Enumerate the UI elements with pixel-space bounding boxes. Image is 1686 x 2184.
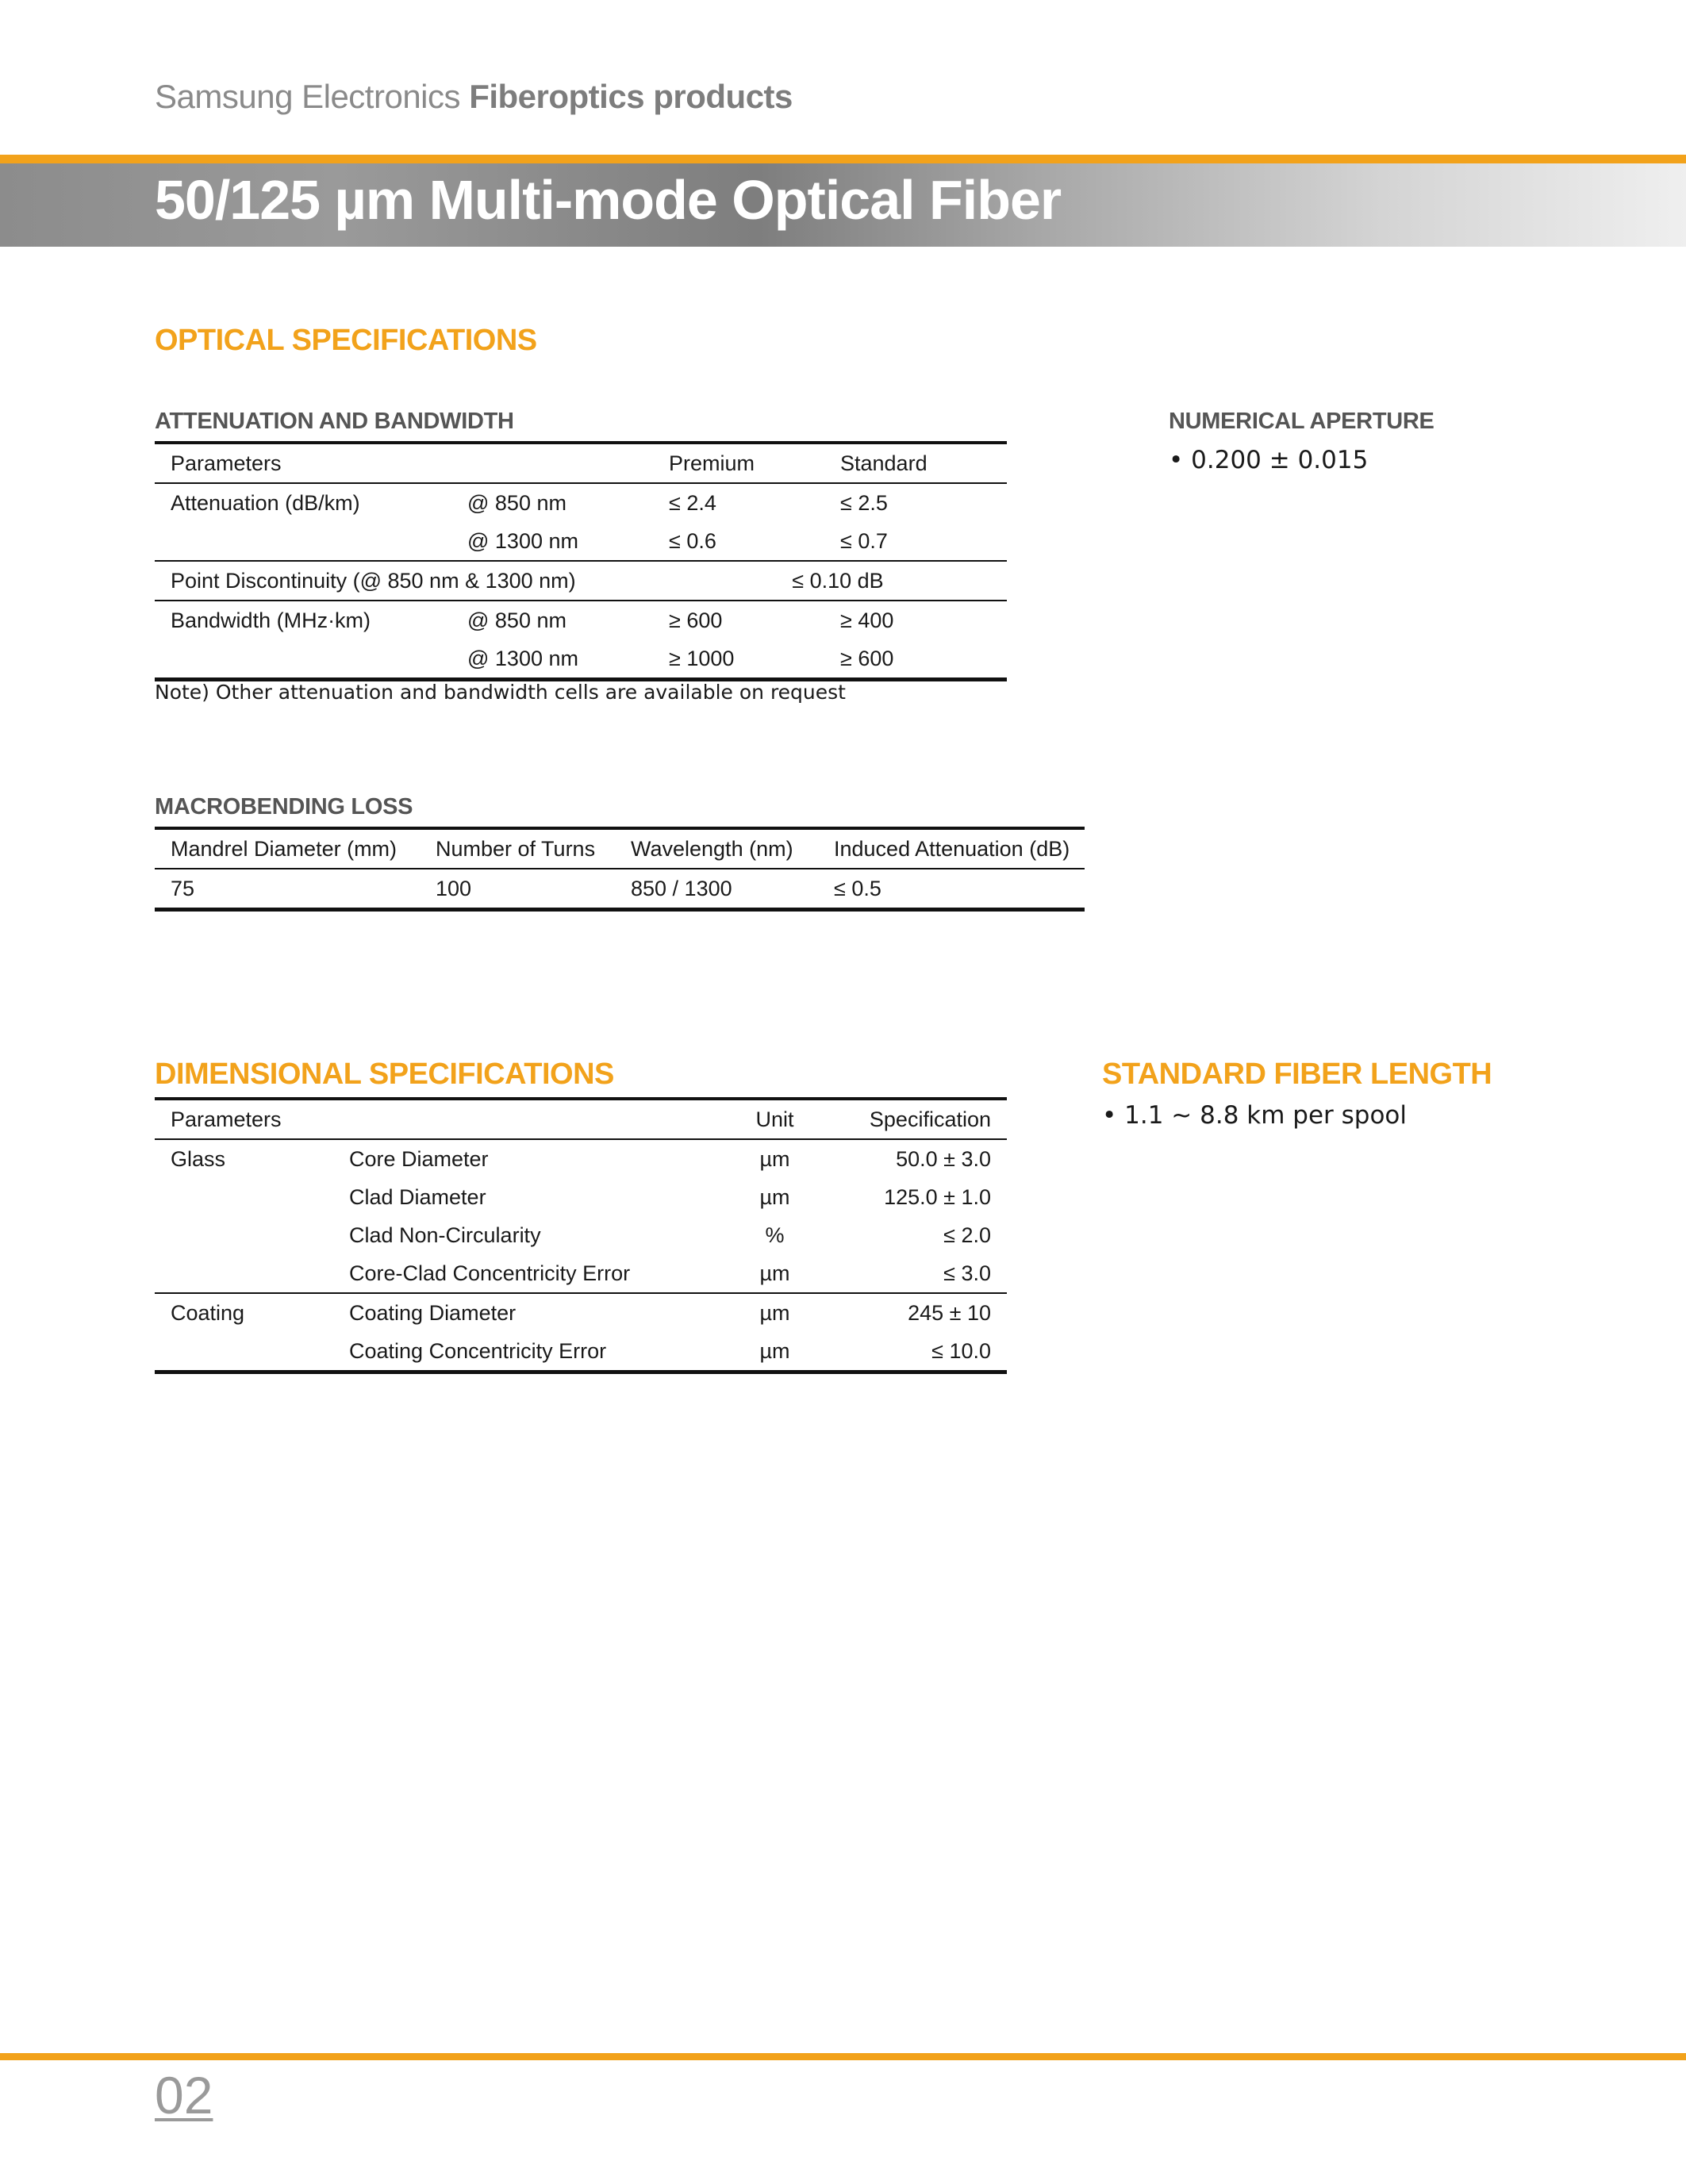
cell-group: Glass (171, 1146, 226, 1171)
cell-spec: 50.0 ± 3.0 (896, 1146, 991, 1171)
col-header-induced: Induced Attenuation (dB) (834, 836, 1070, 861)
title-accent-line (0, 155, 1686, 163)
table-row (155, 483, 1007, 522)
table-row (155, 561, 1007, 601)
cell-mandrel: 75 (171, 876, 195, 900)
cell-group (155, 1178, 333, 1216)
cell-spec: ≤ 3.0 (943, 1261, 991, 1285)
attenuation-note: Note) Other attenuation and bandwidth cells are available on request (155, 681, 846, 704)
cell-unit: µm (759, 1338, 790, 1363)
cell-group: Coating (171, 1300, 245, 1325)
table-row (155, 601, 1007, 639)
col-header-premium: Premium (669, 451, 755, 475)
cell-induced: ≤ 0.5 (834, 876, 881, 900)
page-title: 50/125 µm Multi-mode Optical Fiber (155, 169, 1062, 231)
cell-unit: µm (759, 1146, 790, 1171)
table-header-row (155, 828, 1085, 869)
fiber-length-value: • 1.1 ~ 8.8 km per spool (1102, 1101, 1408, 1130)
cell-cond: @ 1300 nm (467, 646, 578, 670)
cell-group (155, 1216, 333, 1254)
table-header-row (155, 1099, 1007, 1139)
col-header-unit: Unit (755, 1107, 794, 1131)
table-row (155, 869, 1085, 910)
cell-merged-value: ≤ 0.10 dB (792, 568, 884, 593)
cell-premium: ≤ 2.4 (669, 490, 716, 515)
cell-param: Coating Concentricity Error (349, 1338, 607, 1363)
dimensional-table (155, 1097, 1007, 1374)
brand-company: Samsung Electronics (155, 78, 461, 115)
macrobending-table (155, 827, 1085, 912)
cell-param (155, 522, 451, 561)
cell-group (155, 1254, 333, 1293)
cell-param: Attenuation (dB/km) (171, 490, 360, 515)
cell-turns: 100 (436, 876, 472, 900)
table-row (155, 1216, 1007, 1254)
optical-specs-heading: OPTICAL SPECIFICATIONS (155, 324, 537, 357)
brand-product: Fiberoptics products (469, 78, 793, 115)
col-header-parameters: Parameters (171, 451, 282, 475)
macrobending-heading: MACROBENDING LOSS (155, 794, 413, 819)
cell-unit: µm (759, 1300, 790, 1325)
cell-premium: ≤ 0.6 (669, 528, 716, 553)
cell-cond: @ 1300 nm (467, 528, 578, 553)
brand-line (155, 78, 793, 116)
col-header-parameters: Parameters (171, 1107, 282, 1131)
table-row (155, 1254, 1007, 1293)
col-header-wavelength: Wavelength (nm) (631, 836, 793, 861)
fiber-length-heading: STANDARD FIBER LENGTH (1102, 1057, 1492, 1091)
cell-standard: ≥ 600 (840, 646, 894, 670)
table-row (155, 1293, 1007, 1332)
cell-param: Clad Non-Circularity (349, 1223, 541, 1247)
attenuation-heading: ATTENUATION AND BANDWIDTH (155, 409, 514, 434)
table-row (155, 1178, 1007, 1216)
col-header-turns: Number of Turns (436, 836, 596, 861)
cell-param (155, 639, 451, 680)
table-row (155, 1332, 1007, 1372)
cell-standard: ≤ 0.7 (840, 528, 888, 553)
cell-param: Core-Clad Concentricity Error (349, 1261, 631, 1285)
aperture-heading: NUMERICAL APERTURE (1169, 409, 1434, 434)
page-number: 02 (155, 2066, 213, 2125)
cell-param: Clad Diameter (349, 1184, 486, 1209)
cell-cond: @ 850 nm (467, 490, 566, 515)
cell-standard: ≤ 2.5 (840, 490, 888, 515)
table-row (155, 639, 1007, 680)
cell-spec: 125.0 ± 1.0 (884, 1184, 991, 1209)
cell-spec: ≤ 2.0 (943, 1223, 991, 1247)
footer-accent-line (0, 2053, 1686, 2060)
cell-premium: ≥ 1000 (669, 646, 735, 670)
cell-premium: ≥ 600 (669, 608, 723, 632)
cell-cond: @ 850 nm (467, 608, 566, 632)
cell-unit: % (765, 1223, 785, 1247)
aperture-value: • 0.200 ± 0.015 (1169, 446, 1369, 474)
dimensional-specs-heading: DIMENSIONAL SPECIFICATIONS (155, 1057, 614, 1091)
cell-spec: 245 ± 10 (908, 1300, 991, 1325)
col-header-mandrel: Mandrel Diameter (mm) (171, 836, 397, 861)
cell-param: Coating Diameter (349, 1300, 517, 1325)
cell-param: Bandwidth (MHz·km) (171, 608, 371, 632)
cell-spec: ≤ 10.0 (931, 1338, 991, 1363)
col-header-specification: Specification (869, 1107, 991, 1131)
cell-param: Core Diameter (349, 1146, 489, 1171)
cell-unit: µm (759, 1261, 790, 1285)
table-header-row (155, 443, 1007, 483)
col-header-standard: Standard (840, 451, 927, 475)
cell-group (155, 1332, 333, 1372)
table-row (155, 1139, 1007, 1178)
table-row (155, 522, 1007, 561)
cell-unit: µm (759, 1184, 790, 1209)
cell-wavelength: 850 / 1300 (631, 876, 732, 900)
cell-param: Point Discontinuity (@ 850 nm & 1300 nm) (171, 568, 576, 593)
attenuation-table (155, 441, 1007, 681)
cell-standard: ≥ 400 (840, 608, 894, 632)
